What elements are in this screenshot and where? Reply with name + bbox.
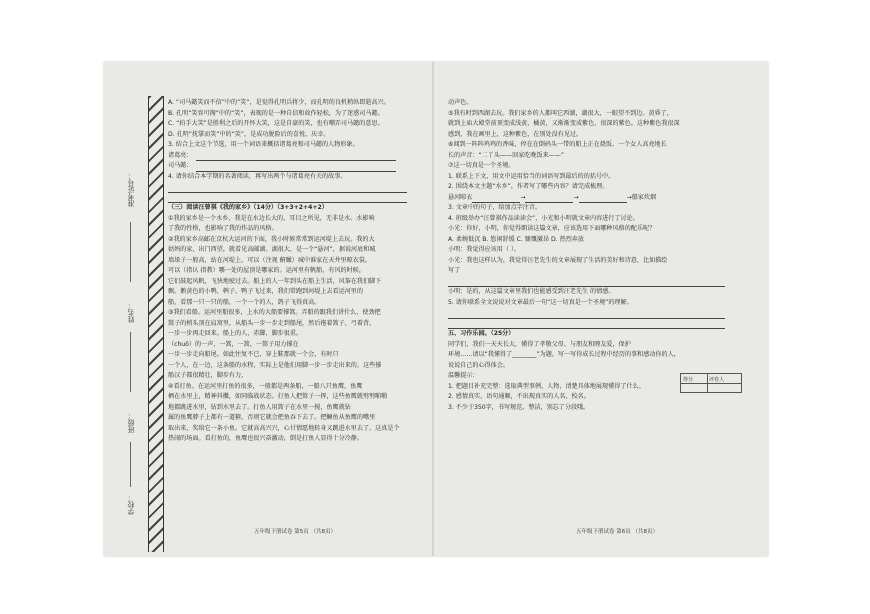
left-line: C. “拍手大笑”是胜利之后的开怀大笑，这是自豪的笑，也有嘲弄司马懿的意思。: [168, 120, 384, 127]
right-line: ⑦这一切真是一个圣境。: [448, 162, 515, 169]
right-line: 同学们，我们一天天长大，懂得了孝敬父母、与朋友和睦友爱，保护: [448, 340, 631, 348]
exam-number-line: [130, 222, 131, 282]
flow-blank[interactable]: [579, 195, 627, 203]
right-line: 温馨提示：: [448, 372, 479, 379]
answer-blank-line[interactable]: [168, 185, 407, 193]
right-line: 1. 联系上下文，用文中运用恰当的词语写到最后的的括号中。: [448, 172, 615, 180]
right-line: ⑤我有时到西湖去玩。我们家乡的人都叫它西湖，湖很大，一眼望不到边。黄昏了，: [448, 109, 673, 117]
flow-arrow-icon: →: [573, 193, 579, 201]
exam-number-label: 准考证号：: [127, 172, 135, 207]
left-line: 一步一步再走回来。船上的人，赤脚，脚步很重。: [168, 330, 303, 337]
right-line: [448, 277, 756, 288]
right-line: 小光：你好，小明，你觉得朗读这篇文章，应该选用下面哪种风格的配乐呢？: [448, 225, 656, 232]
class-label: 班级：: [127, 412, 135, 433]
right-line: 1. 把题目补充完整：选取典型事例、人物，清楚具体地展现懂得了什么。: [448, 382, 645, 390]
answer-blank-line[interactable]: [168, 195, 407, 203]
right-line: 3. 不少于350字，书写规范、整洁，别忘了分段哦。: [448, 403, 590, 411]
right-line: 五、习作乐园。（25分）: [448, 330, 515, 337]
answer-blank-line[interactable]: [196, 153, 396, 161]
score-box: [680, 373, 742, 393]
right-page: [448, 98, 756, 413]
left-line: 了我的性格，也影响了我的作品的风格。: [168, 225, 278, 232]
class-line: [130, 442, 131, 487]
right-line: 长的声音：“二丫头——回家吃晚饭来——”: [448, 151, 565, 159]
left-line: 栖在水里上，精神抖擞，如同临战状态。打鱼人把篙子一挥，这些鱼鹰就劈劈啪啪: [168, 393, 388, 400]
flow-end-label: 船家炊烟: [631, 193, 657, 201]
flow-blank[interactable]: [472, 195, 520, 203]
left-line: （三）阅读汪曾祺《我的家乡》（14分）（3+3+2+4+2）: [168, 204, 328, 211]
left-line: D. 孔明“抚掌而笑”中的“笑”，是成功脱险后的喜悦、庆幸。: [168, 130, 330, 138]
right-line: A. 柔婉低沉 B. 悠闲舒缓 C. 慷慨激昂 D. 热烈奔放: [448, 235, 584, 243]
left-line: [168, 193, 434, 204]
left-line: ②我的家乡高邮在京杭大运河的下面，我小时候常常到运河堤上去玩。我的大: [168, 235, 375, 243]
score-label: 得分: [683, 377, 694, 383]
answer-blank-line[interactable]: [448, 311, 725, 319]
left-line: 它们鼓起风帆，飞快地驶过去。船上的人一年到头在船上生活，风筝在我们脚下: [168, 277, 382, 285]
school-label: 学校：: [127, 494, 135, 515]
right-line: 3. 文章中的句子，给加点字注音。: [448, 204, 542, 211]
right-line: 2. 围绕本文主题“水乡”，作者写了哪些内容？请完成梳理。: [448, 183, 609, 190]
right-line: 小明：是的，从这篇文章里我们也能感受到汪老先生 的情感。: [448, 288, 615, 295]
left-line: 墙垛子一般高，站在河堤上，可以（注视 俯瞰）城中谁家在天井里晾衣裳。: [168, 256, 372, 264]
flow-arrow-icon: →: [626, 193, 632, 201]
flow-blank[interactable]: [525, 195, 573, 203]
grader-label: 评卷人: [709, 377, 725, 383]
left-line: ③我们看船。运河里船很多，上水的大船要撑篙。弄船的跟我们讲什么，使劲把: [168, 309, 381, 316]
name-label: 姓名：: [127, 302, 135, 323]
left-line: 篙子的梢头顶在肩窝里，从船头一步一步走到船尾，然后拖着篙子，弓着背，: [168, 319, 376, 327]
right-line: 5. 请你联系全文说说对文章最后一句“这一切真是一个圣境”的理解。: [448, 298, 633, 306]
left-line: 属的鱼鹰脖子上都有一道箍，否则它就会把鱼吞下去了。把鳜鱼从鱼鹰的嘴里: [168, 414, 376, 421]
right-line: 4. 班级举办“汪曾祺作品读读会”，小光和小明就文章内容进行了讨论。: [448, 214, 639, 222]
right-line: 感到，我在画里上，这种紫色，在别处没有见过。: [448, 130, 583, 138]
left-line: 取出来，奖给它一条小鱼。它就高高兴兴，心甘情愿地转身又跳进水里去了。这真是个: [168, 424, 400, 432]
binding-margin: [144, 96, 164, 552]
right-line: 动声色。: [448, 99, 473, 106]
left-line: 3. 结合上文这个节选，用一个词语来概括诸葛亮和司马懿的人物形象。: [168, 141, 359, 148]
left-footer: 五年级下册试卷 第5页 （共8页）: [254, 529, 336, 535]
left-line: 4. 请你结合本学期的名著阅读，再写出两个与诸葛亮有关的故事。: [168, 172, 347, 180]
right-line: 小光：我也这样认为，我觉得汪老先生的文章展现了生活的美好和诗意，比如描绘: [448, 256, 668, 264]
left-line: A. “司马懿笑而不信”中的“笑”，是觉得孔明兵将少，而孔明的良机稍纵即逝高兴。: [168, 99, 390, 106]
answer-blank-line[interactable]: [448, 321, 725, 329]
left-line: （chuō）的一声，一篙，一篙，一篙子用力撑在: [168, 340, 299, 348]
right-line: 说说自己的心得体会。: [448, 361, 509, 369]
right-line: 2. 感情真实，语句通顺，不出现真实的人名、校名。: [448, 393, 590, 400]
right-line: [448, 319, 756, 330]
left-line: 飘。鹅黄色的小鸭，鹌子、鸭子飞过来，我们常跑到河堤上去看运河里的: [168, 288, 363, 295]
left-line: 姑妈的家，出门西望，就看见高邮湖。湖很大，是一个“悬河”，据说河底和城: [168, 246, 376, 253]
right-line: 环境……请以“我懂得了________”为题，写一写你成长过程中经历的事和感动你的人，: [448, 351, 680, 358]
left-line: 诸葛亮：: [168, 151, 434, 162]
left-line: 一个人，在一边，这条船的水程，实际上是他们用脚一步一步走出来的。这些撑: [168, 361, 382, 369]
flow-start-label: 悬河晾衣: [448, 193, 473, 201]
right-line: ⑥闻到一阵阵鸡鸡的香味，停在在倒码头一带的船上正在烧饭。一个女人高亮地长: [448, 141, 667, 148]
left-line: B. 孔明“笑容可掬”中的“笑”，表现的是一种自信和故作轻松，为了迷惑司马懿。: [168, 109, 384, 117]
flow-arrow-icon: →: [520, 193, 526, 201]
name-line: [130, 332, 131, 392]
left-line: 船汉子都很精壮，脚步有力，: [168, 372, 248, 379]
left-page: [168, 98, 434, 445]
right-line: 小明：我觉得应该用（ ）。: [448, 246, 521, 253]
left-line: 热闹的场面。看打鱼的，鱼鹰也很兴奋激动，倒是打鱼人显得十分冷静。: [168, 435, 363, 442]
right-line: 写了: [448, 267, 461, 274]
answer-blank-line[interactable]: [196, 164, 396, 172]
left-line: [168, 182, 434, 193]
left-line: 地都跳进水里，钻到水里去了。打鱼人用篙子在水里一搅，鱼鹰就钻: [168, 403, 351, 411]
exam-sheet: [104, 62, 768, 556]
right-line: [448, 193, 756, 204]
binding-hatch: [148, 96, 164, 552]
left-line: ①我的家乡是一个水乡，我是在水边长大的，耳目之所见，无非是水。水影响: [168, 214, 375, 222]
left-line: ④看打鱼。在运河里打鱼的很多，一般都是两条船，一船八只鱼鹰，鱼鹰: [168, 382, 363, 390]
right-footer: 五年级下册试卷 第6页 （共8页）: [576, 529, 658, 535]
right-line: [448, 308, 756, 319]
left-line: 一步一步走向船尾。如此往复不已，穿上鞋那就一个会，有时只: [168, 351, 339, 358]
left-line: 可以（指认 指教）哪一处的屋顶是哪家的。运河里有帆船，有风的时候，: [168, 267, 365, 274]
answer-blank-line[interactable]: [448, 279, 725, 287]
left-line: 船，看那一只一只的船，一个一个的人，鸽子飞得真高。: [168, 298, 321, 306]
right-line: 就到上庙大殿堂前顶变成浅黄，橘黄，又渐渐变成紫色，很深的紫色。这种紫色我很深: [448, 120, 680, 127]
left-line: 司马懿：: [168, 161, 434, 172]
